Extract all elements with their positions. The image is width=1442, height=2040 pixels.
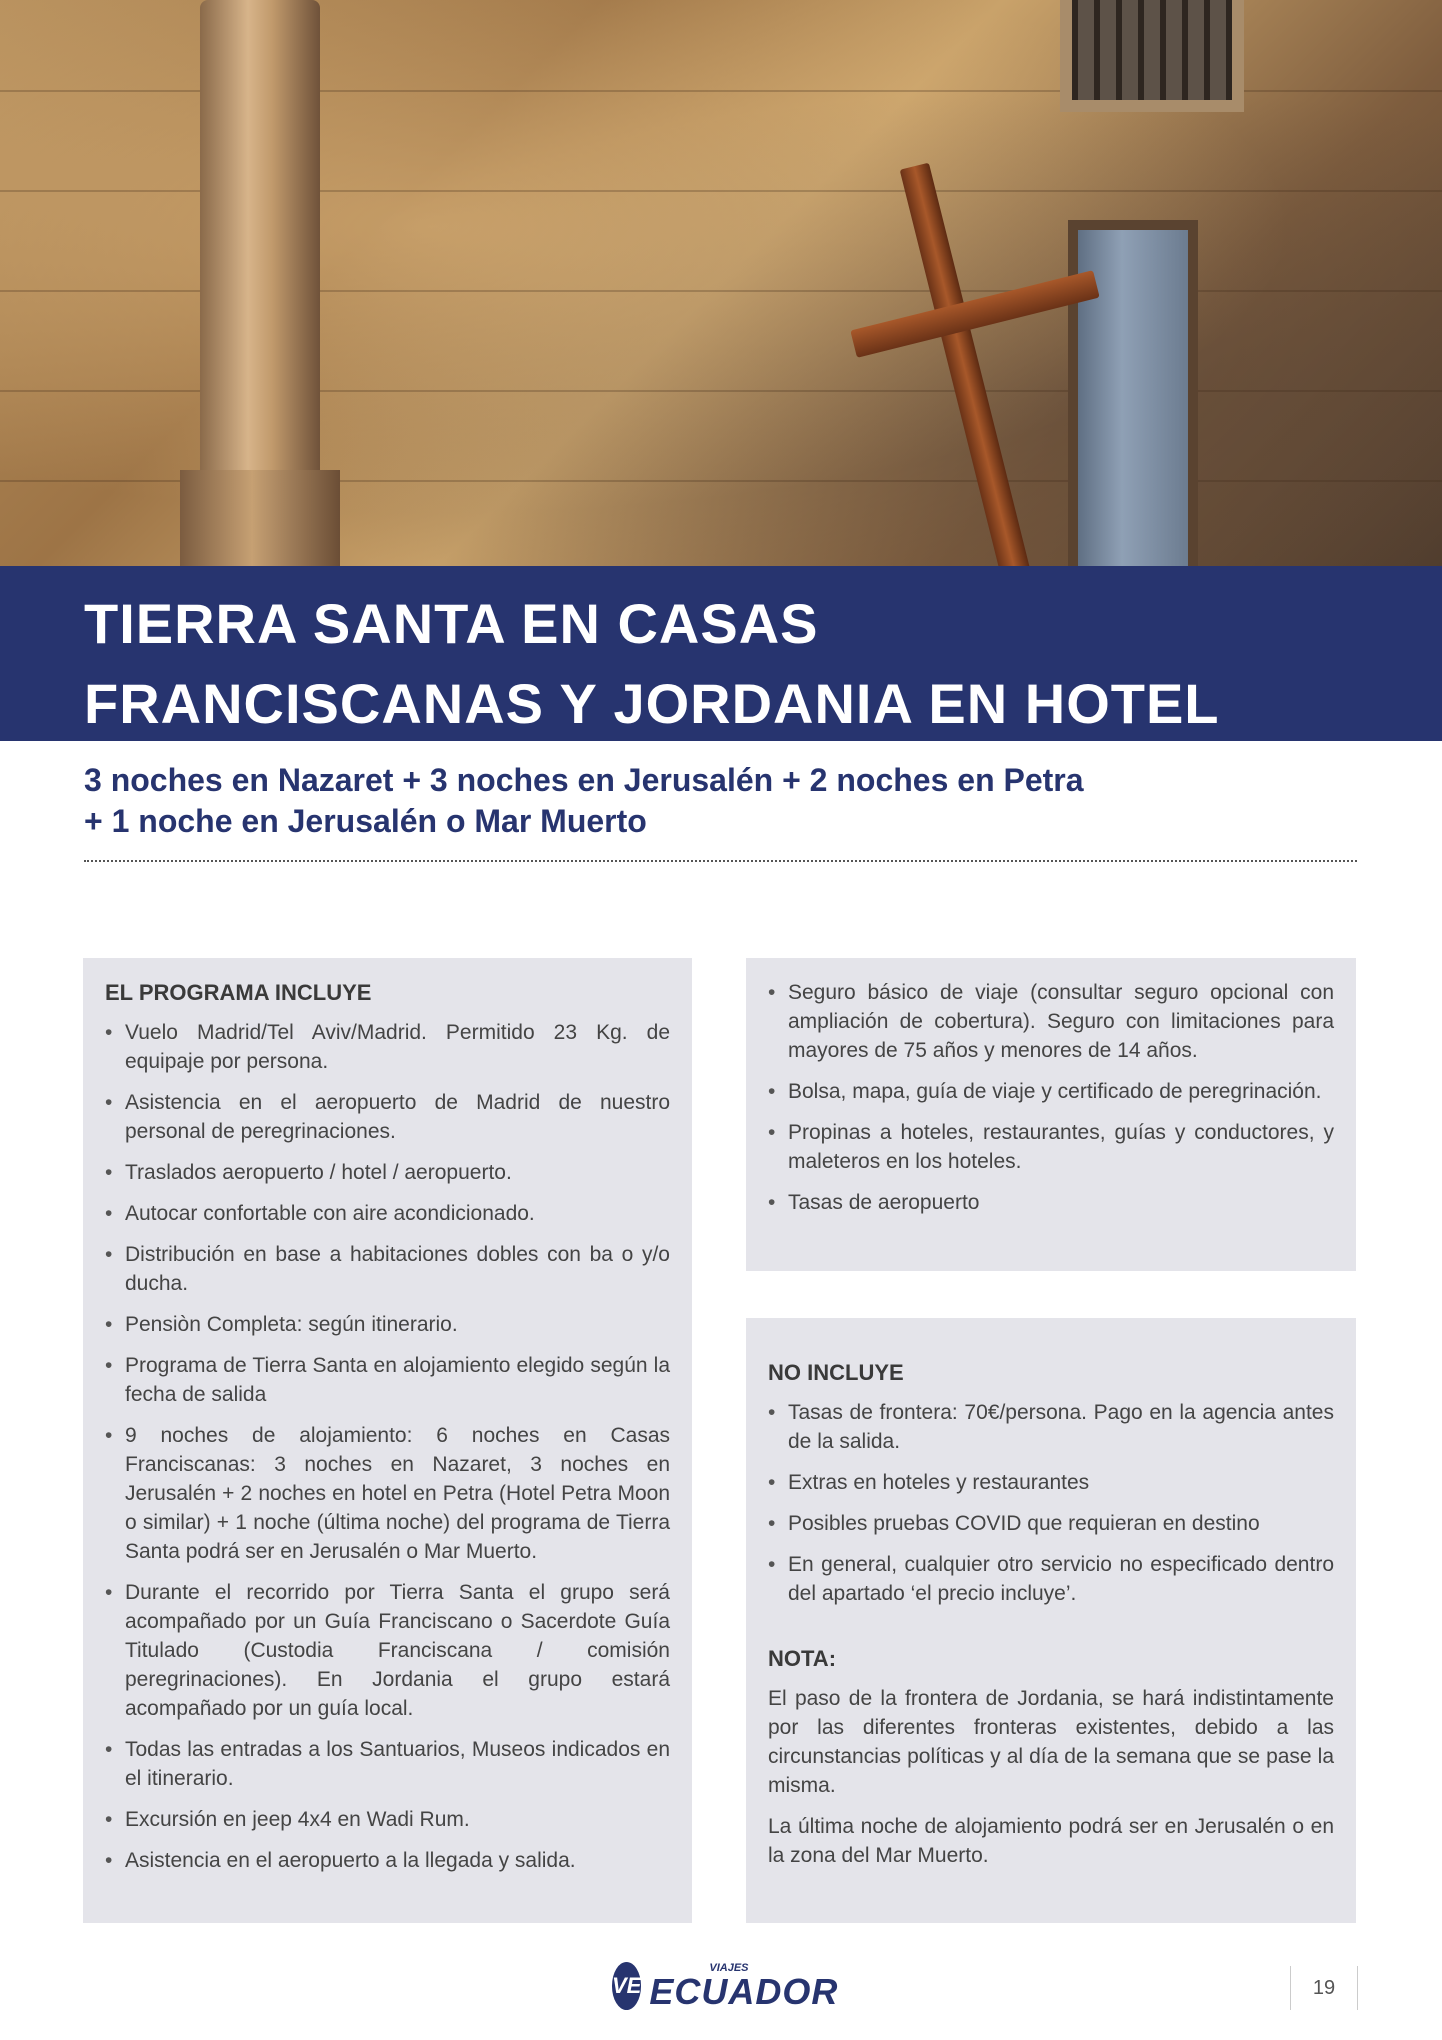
logo-big-text: ECUADOR xyxy=(649,1970,839,2012)
programa-incluye-cont-list xyxy=(768,978,1334,1217)
programa-incluye-heading: EL PROGRAMA INCLUYE xyxy=(105,980,372,1005)
page-title xyxy=(84,584,1404,744)
list-item: • 9 noches de alojamiento: 6 noches en Casas Franciscanas: 3 noches en Nazaret, 3 noches en Jerusalén + 2 noches en hotel en Petra (Hotel Petra Moon o similar) + 1 noche (última noche) del programa de Tierra Santa podrá ser en Jerusalén o Mar Muerto. xyxy=(105,1421,670,1566)
list-item: • Pensiòn Completa: según itinerario. xyxy=(105,1310,670,1339)
logo-mark-icon: VE xyxy=(612,1962,641,2010)
list-item: • Autocar confortable con aire acondicionado. xyxy=(105,1199,670,1228)
title-line-1: TIERRA SANTA EN CASAS xyxy=(84,592,819,655)
nota-paragraph: La última noche de alojamiento podrá ser en Jerusalén o en la zona del Mar Muerto. xyxy=(768,1815,1334,1867)
subtitle-line-2: + 1 noche en Jerusalén o Mar Muerto xyxy=(84,803,647,839)
list-item: • Posibles pruebas COVID que requieran en destino xyxy=(768,1509,1334,1538)
list-item: • Programa de Tierra Santa en alojamiento elegido según la fecha de salida xyxy=(105,1351,670,1409)
programa-incluye-list xyxy=(105,1018,670,1875)
list-item: • En general, cualquier otro servicio no especificado dentro del apartado ‘el precio incluye’. xyxy=(768,1550,1334,1608)
programa-incluye-cont-box xyxy=(746,958,1356,1271)
no-incluye-list xyxy=(768,1398,1334,1608)
list-item: • Distribución en base a habitaciones dobles con ba o y/o ducha. xyxy=(105,1240,670,1298)
hero-photo xyxy=(0,0,1442,566)
dotted-divider xyxy=(84,860,1357,862)
wooden-cross-horizontal xyxy=(850,270,1099,358)
list-item: • Asistencia en el aeropuerto de Madrid de nuestro personal de peregrinaciones. xyxy=(105,1088,670,1146)
subtitle-line-1: 3 noches en Nazaret + 3 noches en Jerusalén + 2 noches en Petra xyxy=(84,762,1084,798)
column-base xyxy=(180,470,340,566)
list-item: • Tasas de aeropuerto xyxy=(768,1188,1334,1217)
stone-column xyxy=(200,0,320,540)
nota-paragraph: El paso de la frontera de Jordania, se hará indistintamente por las diferentes fronteras existentes, debido a las circunstancias políticas y al día de la semana que se pase la misma. xyxy=(768,1687,1334,1797)
wooden-cross-vertical xyxy=(900,163,1031,566)
list-item: • Asistencia en el aeropuerto a la llegada y salida. xyxy=(105,1846,670,1875)
programa-incluye-box xyxy=(83,958,692,1923)
no-incluye-box xyxy=(746,1318,1356,1923)
list-item: • Excursión en jeep 4x4 en Wadi Rum. xyxy=(105,1805,670,1834)
title-line-2: FRANCISCANAS Y JORDANIA EN HOTEL xyxy=(84,672,1220,735)
page-subtitle xyxy=(84,760,1364,842)
list-item: • Vuelo Madrid/Tel Aviv/Madrid. Permitido 23 Kg. de equipaje por persona. xyxy=(105,1018,670,1076)
list-item: • Traslados aeropuerto / hotel / aeropuerto. xyxy=(105,1158,670,1187)
logo-wordmark xyxy=(649,1963,838,2010)
list-item: • Tasas de frontera: 70€/persona. Pago en la agencia antes de la salida. xyxy=(768,1398,1334,1456)
barred-window xyxy=(1060,0,1244,112)
list-item: • Todas las entradas a los Santuarios, Museos indicados en el itinerario. xyxy=(105,1735,670,1793)
list-item: • Bolsa, mapa, guía de viaje y certificado de peregrinación. xyxy=(768,1077,1334,1106)
no-incluye-heading: NO INCLUYE xyxy=(768,1360,904,1385)
list-item: • Seguro básico de viaje (consultar seguro opcional con ampliación de cobertura). Seguro con limitaciones para mayores de 75 años y menores de 14 años. xyxy=(768,978,1334,1065)
viajes-ecuador-logo xyxy=(612,1960,839,2012)
list-item: • Propinas a hoteles, restaurantes, guías y conductores, y maleteros en los hoteles. xyxy=(768,1118,1334,1176)
nota-heading: NOTA: xyxy=(768,1646,837,1671)
logo-small-text: VIAJES xyxy=(709,1961,749,1974)
list-item: • Extras en hoteles y restaurantes xyxy=(768,1468,1334,1497)
list-item: • Durante el recorrido por Tierra Santa el grupo será acompañado por un Guía Franciscano o Sacerdote Guía Titulado (Custodia Franciscana / comisión peregrinaciones). En Jordania el grupo estará acompañado por un guía local. xyxy=(105,1578,670,1723)
page-number: 19 xyxy=(1290,1966,1358,2010)
